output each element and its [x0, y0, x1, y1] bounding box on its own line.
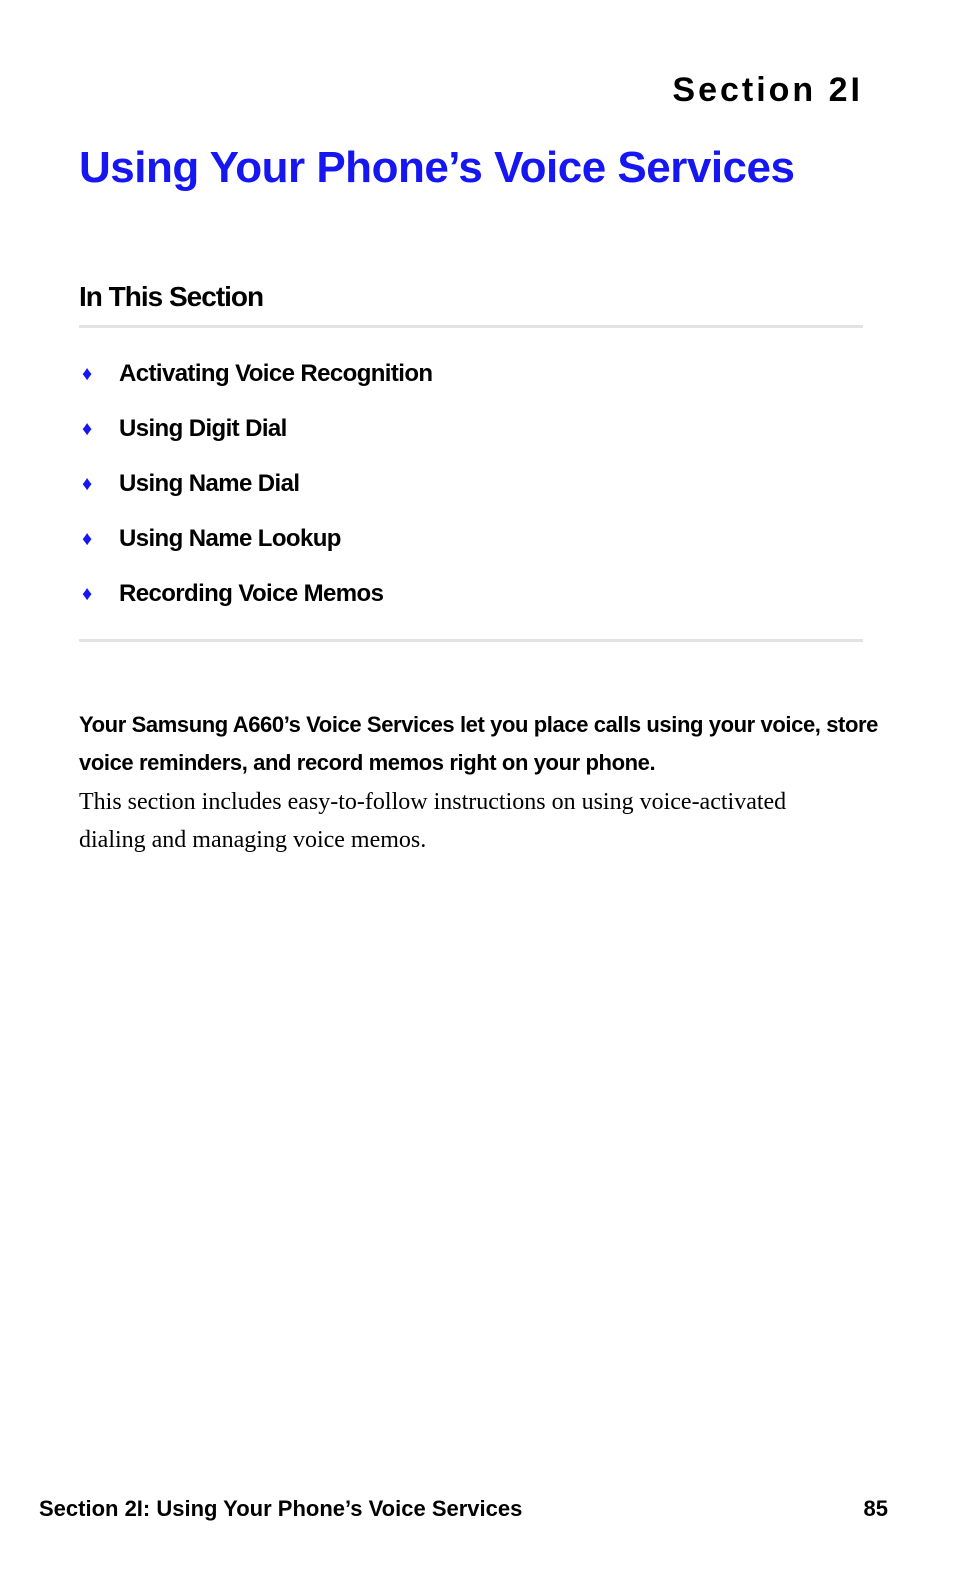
toc-heading: In This Section — [79, 281, 264, 312]
toc-item-label: Using Name Dial — [119, 469, 300, 497]
toc-item-activating-voice-recognition — [79, 346, 432, 401]
toc-item-label: Activating Voice Recognition — [119, 359, 433, 387]
diamond-bullet-icon: ♦ — [82, 362, 93, 385]
toc-item-using-name-dial — [79, 456, 432, 511]
toc-item-label: Using Name Lookup — [119, 524, 341, 552]
footer-section-title: Section 2I: Using Your Phone’s Voice Services — [39, 1496, 523, 1521]
diamond-bullet-icon: ♦ — [82, 582, 93, 605]
toc-top-divider — [79, 325, 863, 328]
toc-item-recording-voice-memos — [79, 566, 432, 621]
diamond-bullet-icon: ♦ — [82, 472, 93, 495]
toc-list — [79, 346, 432, 621]
toc-item-using-digit-dial — [79, 401, 432, 456]
toc-bottom-divider — [79, 639, 863, 642]
toc-item-label: Recording Voice Memos — [119, 579, 384, 607]
section-label: Section 2I — [672, 71, 863, 109]
page-number: 85 — [863, 1496, 888, 1521]
toc-item-label: Using Digit Dial — [119, 414, 287, 442]
toc-item-using-name-lookup — [79, 511, 432, 566]
diamond-bullet-icon: ♦ — [82, 527, 93, 550]
diamond-bullet-icon: ♦ — [82, 417, 93, 440]
intro-summary: Your Samsung A660’s Voice Services let you place calls using your voice, store voice reminders, and record memos right on your phone. — [79, 712, 879, 775]
intro-body: This section includes easy-to-follow instructions on using voice-activated dialing and managing voice memos. — [79, 789, 787, 853]
page-title: Using Your Phone’s Voice Services — [79, 143, 795, 192]
